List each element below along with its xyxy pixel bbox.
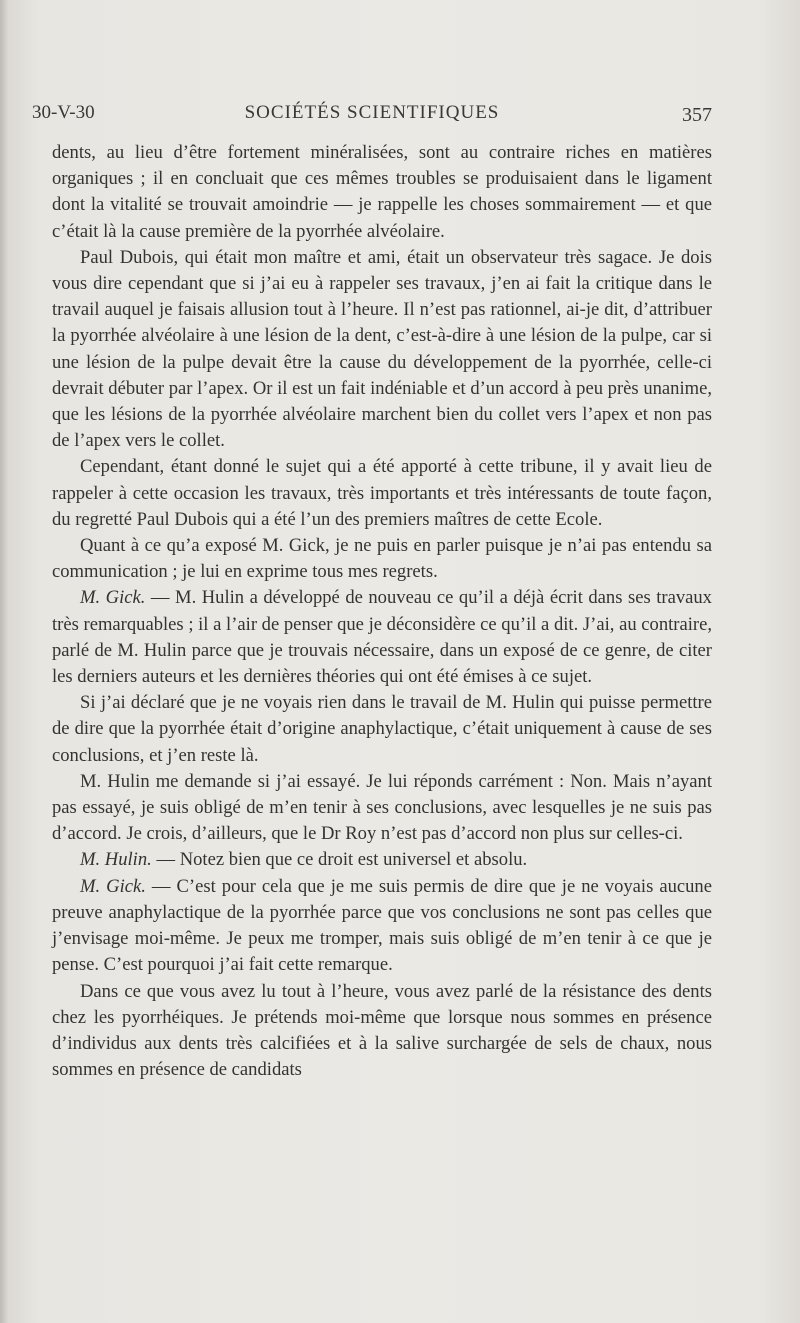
page-number: 357 bbox=[682, 104, 712, 126]
running-header bbox=[32, 100, 712, 130]
paragraph-6 bbox=[52, 690, 712, 769]
header-title: SOCIÉTÉS SCIENTIFIQUES bbox=[244, 102, 500, 123]
paragraph-text: Paul Dubois, qui était mon maître et ami, était un observateur très sagace. Je dois vous dire cependant que si j’ai eu à rappeler ses travaux, j’en ai fait la critique dans le travail auquel je faisais allusion tout à l’heure. Il n’est pas rationnel, ai-je dit, d’attribuer la pyorrhée alvéolaire à une lésion de la dent, c’est-à-dire à une lésion de la pulpe, car si une lésion de la pulpe devait être la cause du développement de la pyorrhée, celle-ci devrait débuter par l’apex. Or il est un fait indéniable et d’un accord à peu près unanime, que les lésions de la pyorrhée alvéolaire marchent bien du collet vers l’apex et non pas de l’apex vers le collet. bbox=[52, 246, 712, 452]
page-edge-shadow bbox=[0, 0, 8, 1323]
paragraph-text: Si j’ai déclaré que je ne voyais rien dans le travail de M. Hulin qui puisse permettre de dire que la pyorrhée était d’origine anaphylactique, c’était uniquement à cause de ses conclusions, et j’en reste là. bbox=[52, 692, 712, 766]
paragraph-5 bbox=[52, 585, 712, 690]
speaker-name: M. Hulin. bbox=[80, 849, 152, 871]
paragraph-9 bbox=[52, 874, 712, 979]
paragraph-8 bbox=[52, 847, 712, 873]
paragraph-4 bbox=[52, 533, 712, 585]
paragraph-7 bbox=[52, 769, 712, 848]
paragraph-text: — M. Hulin a développé de nouveau ce qu’il a déjà écrit dans ses travaux très remarquables ; il a l’air de penser que je déconsidère ce qu’il a dit. J’ai, au contraire, parlé de M. Hulin parce que je trouvais nécessaire, dans un exposé de ce genre, de citer les derniers auteurs et les dernières théories qui ont été émises à ce sujet. bbox=[52, 587, 712, 688]
speaker-name: M. Gick. bbox=[80, 875, 146, 897]
paragraph-text: M. Hulin me demande si j’ai essayé. Je lui réponds carrément : Non. Mais n’ayant pas essayé, je suis obligé de m’en tenir à ses conclusions, avec lesquelles je ne suis pas d’accord. Je crois, d’ailleurs, que le Dr Roy n’est pas d’accord non plus sur celles-ci. bbox=[52, 770, 712, 845]
paragraph-10 bbox=[52, 979, 712, 1084]
paragraph-text: dents, au lieu d’être fortement minéralisées, sont au contraire riches en matières organiques ; il en concluait que ces mêmes troubles se produisaient dans le ligament dont la vitalité se trouvait amoindrie — je rappelle les choses sommairement — et que c’était là la cause première de la pyorrhée alvéolaire. bbox=[52, 142, 712, 242]
body-text bbox=[52, 140, 712, 1083]
paragraph-2 bbox=[52, 245, 712, 455]
paragraph-text: Quant à ce qu’a exposé M. Gick, je ne puis en parler puisque je n’ai pas entendu sa communication ; je lui en exprime tous mes regrets. bbox=[52, 535, 712, 583]
paragraph-3 bbox=[52, 454, 712, 533]
paragraph-text: Cependant, étant donné le sujet qui a été apporté à cette tribune, il y avait lieu de rappeler à cette occasion les travaux, très importants et très intéressants de toute façon, du regretté Paul Dubois qui a été l’un des premiers maîtres de cette Ecole. bbox=[52, 456, 712, 530]
paragraph-1 bbox=[52, 140, 712, 245]
paragraph-text: — C’est pour cela que je me suis permis de dire que je ne voyais aucune preuve anaphylactique de la pyorrhée parce que vos conclusions ne sont pas celles que j’envisage moi-même. Je peux me tromper, mais suis obligé de m’en tenir à ce que je pense. C’est pourquoi j’ai fait cette remarque. bbox=[52, 875, 712, 976]
paragraph-text: Dans ce que vous avez lu tout à l’heure, vous avez parlé de la résistance des dents chez les pyorrhéiques. Je prétends moi-même que lorsque nous sommes en présence d’individus aux dents très calcifiées et à la salive surchargée de sels de chaux, nous sommes en présence de candidats bbox=[52, 980, 712, 1081]
paragraph-text: — Notez bien que ce droit est universel et absolu. bbox=[151, 849, 528, 871]
header-date: 30-V-30 bbox=[32, 102, 95, 123]
speaker-name: M. Gick. bbox=[80, 587, 146, 609]
